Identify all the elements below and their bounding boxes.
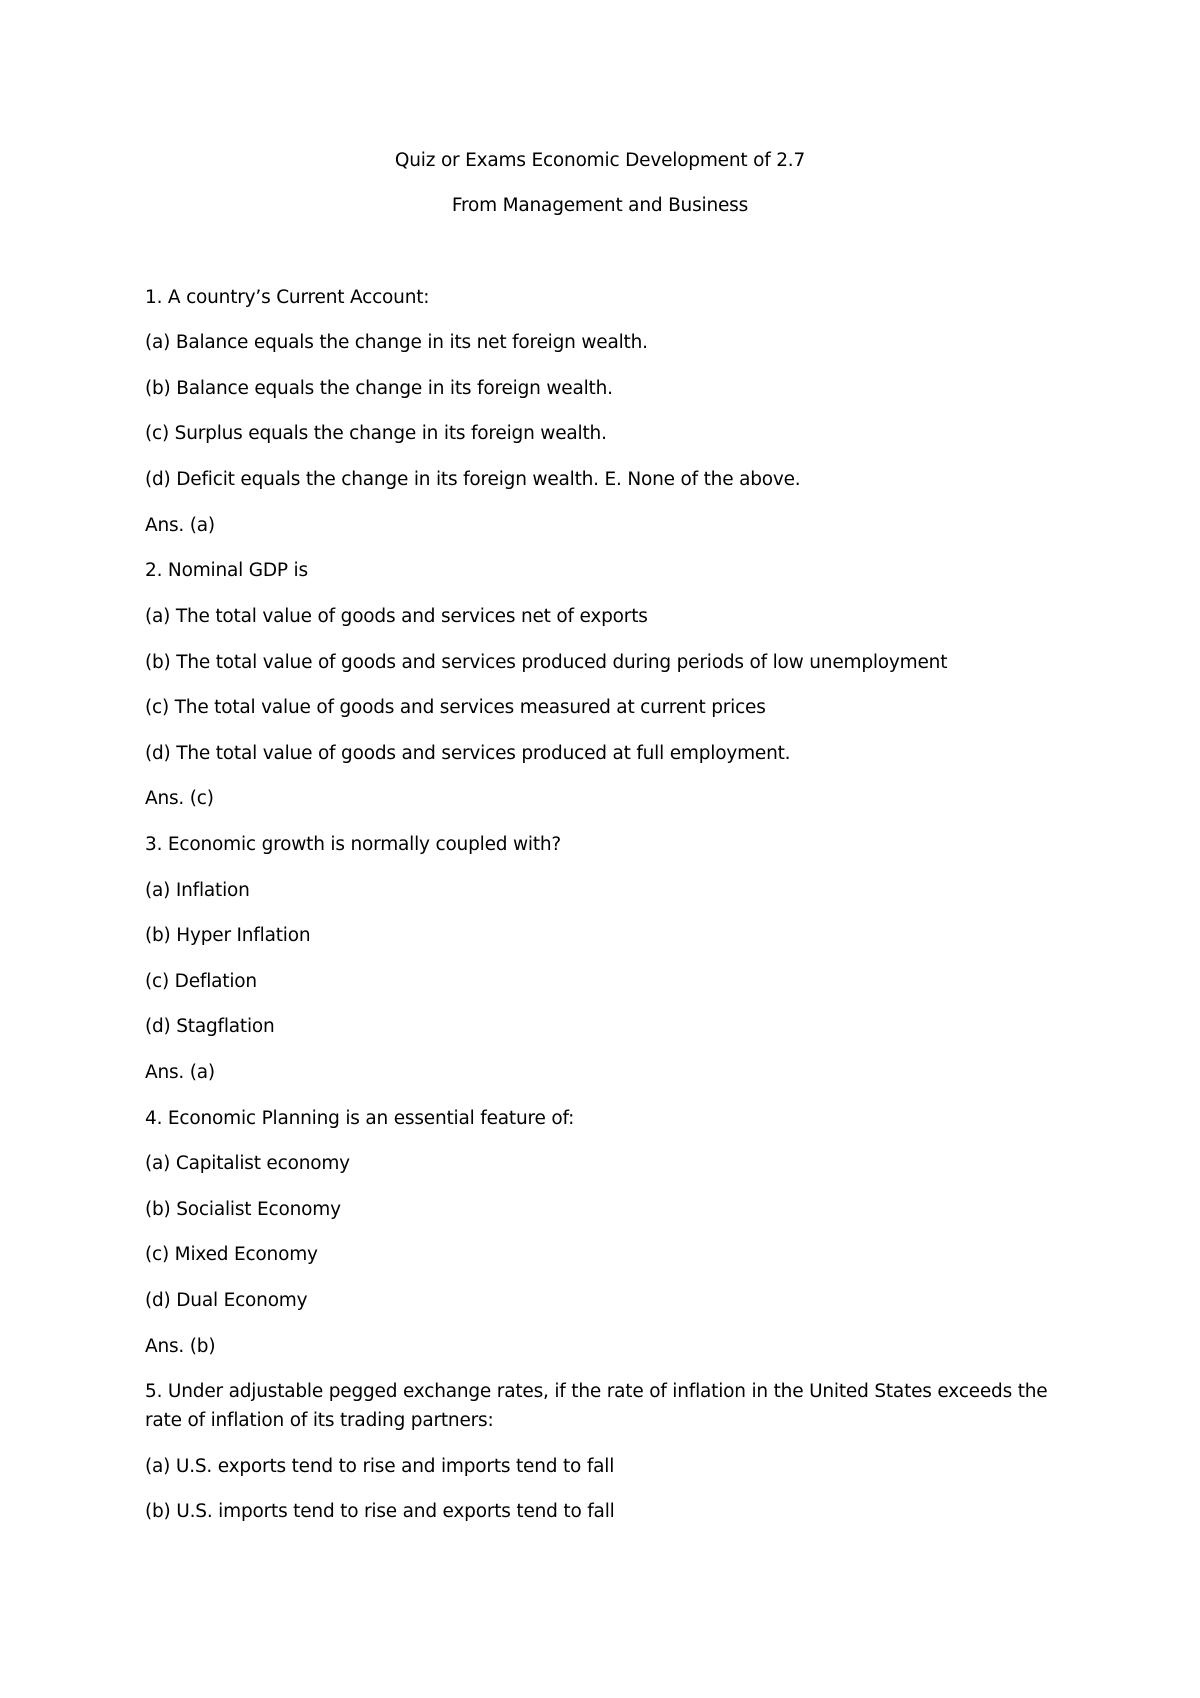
option-c: (c) Surplus equals the change in its foreign wealth. [145, 423, 607, 444]
answer: Ans. (c) [145, 788, 214, 809]
option-c: (c) Deflation [145, 971, 257, 992]
question-text-line-2: rate of inflation of its trading partners: [145, 1410, 494, 1431]
option-b: (b) U.S. imports tend to rise and exports tend to fall [145, 1501, 615, 1522]
option-b: (b) Socialist Economy [145, 1199, 341, 1220]
question-text: 1. A country’s Current Account: [145, 287, 430, 308]
document-subtitle: From Management and Business [451, 195, 749, 216]
option-d: (d) The total value of goods and services produced at full employment. [145, 743, 791, 764]
option-a: (a) Capitalist economy [145, 1153, 350, 1174]
question-text: 2. Nominal GDP is [145, 560, 308, 581]
option-b: (b) Hyper Inflation [145, 925, 311, 946]
option-a: (a) The total value of goods and services net of exports [145, 606, 648, 627]
question-text-line-1: 5. Under adjustable pegged exchange rates, if the rate of inflation in the United States exceeds the [145, 1381, 1048, 1402]
answer: Ans. (a) [145, 1062, 215, 1083]
document-title: Quiz or Exams Economic Development of 2.7 [394, 150, 806, 171]
option-d: (d) Dual Economy [145, 1290, 308, 1311]
answer: Ans. (a) [145, 515, 215, 536]
option-a: (a) U.S. exports tend to rise and imports tend to fall [145, 1456, 615, 1477]
option-c: (c) The total value of goods and services measured at current prices [145, 697, 766, 718]
option-b: (b) The total value of goods and services produced during periods of low unemployment [145, 652, 948, 673]
option-a: (a) Balance equals the change in its net foreign wealth. [145, 332, 648, 353]
answer: Ans. (b) [145, 1336, 216, 1357]
question-text: 3. Economic growth is normally coupled with? [145, 834, 562, 855]
option-d: (d) Stagflation [145, 1016, 275, 1037]
option-d: (d) Deficit equals the change in its foreign wealth. E. None of the above. [145, 469, 801, 490]
option-a: (a) Inflation [145, 880, 250, 901]
question-text: 4. Economic Planning is an essential feature of: [145, 1108, 575, 1129]
option-b: (b) Balance equals the change in its foreign wealth. [145, 378, 613, 399]
option-c: (c) Mixed Economy [145, 1244, 318, 1265]
